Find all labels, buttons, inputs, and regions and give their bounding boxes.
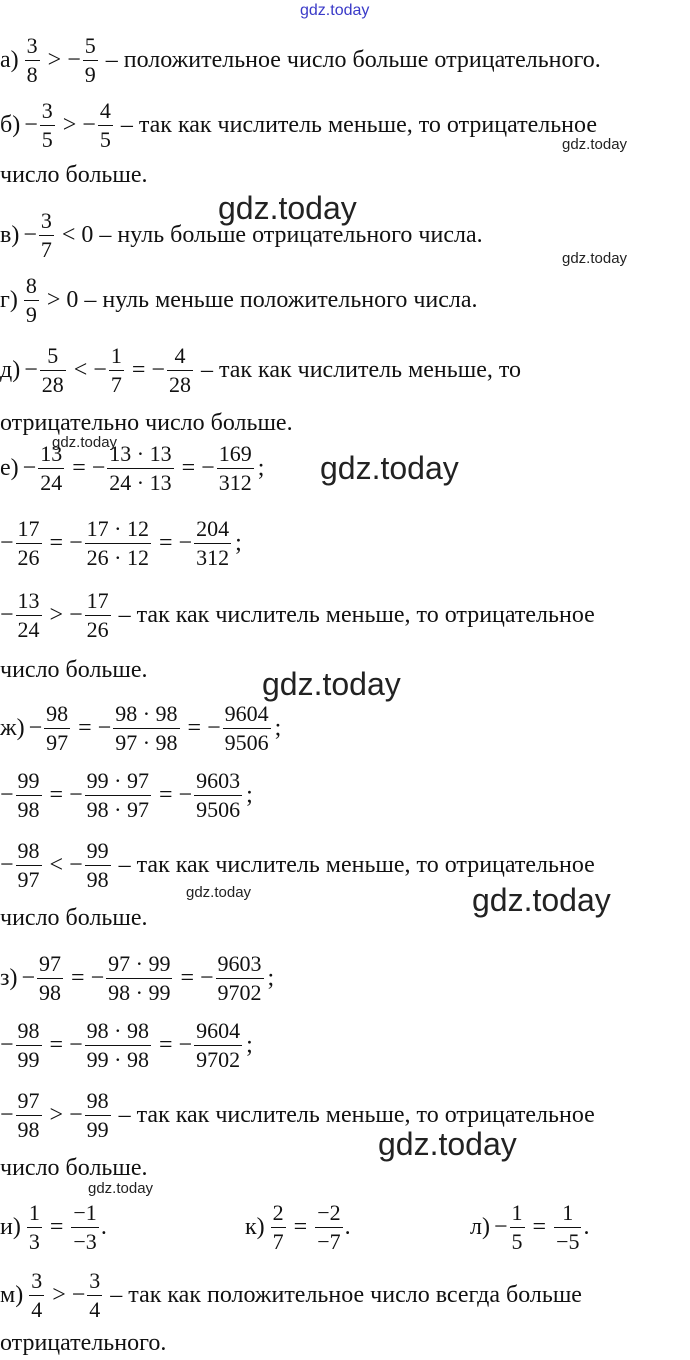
- punctuation: .: [344, 1213, 351, 1240]
- value: 0: [81, 221, 94, 248]
- operator: >: [49, 1101, 64, 1128]
- explanation-text: так как положительное число всегда больше: [128, 1281, 582, 1308]
- fraction: $\frac{17}{26}$: [86, 587, 109, 642]
- fraction: $\frac{97 \cdot 99}{98 \cdot 99}$: [108, 950, 171, 1005]
- explanation-text: нуль меньше положительного числа.: [102, 286, 478, 313]
- fraction: $\frac{98 \cdot 98}{97 \cdot 98}$: [115, 700, 178, 755]
- item-label: а): [0, 46, 19, 73]
- dash: –: [105, 46, 118, 73]
- fraction: $\frac{2}{7}$: [272, 1199, 284, 1254]
- sign: −: [91, 454, 106, 481]
- sign: −: [0, 1031, 14, 1058]
- dash: –: [118, 851, 131, 878]
- sign: −: [69, 529, 83, 556]
- continuation-text: число больше.: [0, 905, 148, 931]
- fraction: $\frac{-1}{-3}$: [73, 1199, 97, 1254]
- explanation-text: нуль больше отрицательного числа.: [117, 221, 483, 248]
- item-z-row2: [0, 1010, 253, 1080]
- item-e-row1: [0, 433, 264, 503]
- item-z-row1: [0, 943, 274, 1013]
- operator: =: [158, 781, 173, 808]
- operator: =: [49, 1213, 64, 1240]
- explanation-text: так как числитель меньше, то отрицательное: [138, 111, 597, 138]
- dash: –: [200, 356, 213, 383]
- fraction: $\frac{1}{-5}$: [556, 1199, 580, 1254]
- explanation-text: так как числитель меньше, то отрицательное: [136, 851, 595, 878]
- item-label: к): [245, 1213, 265, 1240]
- item-g: [0, 265, 478, 335]
- sign: −: [24, 356, 38, 383]
- sign: −: [71, 1281, 86, 1308]
- operator: =: [187, 714, 202, 741]
- sign: −: [178, 529, 193, 556]
- operator: <: [73, 356, 88, 383]
- item-m: [0, 1260, 582, 1330]
- sign: −: [178, 781, 193, 808]
- fraction: $\frac{3}{5}$: [41, 97, 53, 152]
- fraction: $\frac{3}{4}$: [31, 1267, 43, 1322]
- sign: −: [200, 964, 214, 991]
- punctuation: ;: [267, 964, 275, 991]
- fraction: $\frac{13}{24}$: [40, 440, 63, 495]
- operator: =: [181, 454, 196, 481]
- fraction: $\frac{99}{98}$: [86, 837, 109, 892]
- item-label: е): [0, 454, 19, 481]
- item-zh-row3: [0, 830, 595, 900]
- continuation-text: отрицательного.: [0, 1330, 167, 1356]
- sign: −: [69, 1031, 83, 1058]
- item-label: ж): [0, 714, 25, 741]
- fraction: $\frac{97}{98}$: [17, 1087, 40, 1142]
- item-l: [470, 1192, 589, 1262]
- continuation-text: число больше.: [0, 1155, 148, 1181]
- sign: −: [67, 46, 81, 73]
- item-label: л): [470, 1213, 490, 1240]
- fraction: $\frac{17}{26}$: [17, 515, 40, 570]
- fraction: $\frac{98}{99}$: [86, 1087, 109, 1142]
- fraction: $\frac{13}{24}$: [17, 587, 40, 642]
- item-e-row2: [0, 508, 242, 578]
- fraction: $\frac{98}{97}$: [17, 837, 40, 892]
- explanation-text: положительное число больше отрицательного.: [123, 46, 601, 73]
- item-label: и): [0, 1213, 21, 1240]
- item-label: в): [0, 221, 20, 248]
- punctuation: ;: [246, 781, 253, 808]
- watermark: gdz.today: [88, 1180, 154, 1197]
- operator: =: [131, 356, 146, 383]
- fraction: $\frac{5}{28}$: [41, 342, 64, 397]
- continuation-text: отрицательно число больше.: [0, 410, 293, 436]
- punctuation: ;: [246, 1031, 253, 1058]
- sign: −: [0, 1101, 14, 1128]
- explanation-text: так как числитель меньше, то отрицательное: [136, 1101, 595, 1128]
- sign: −: [151, 356, 165, 383]
- operator: =: [158, 529, 173, 556]
- watermark: gdz.today: [262, 666, 401, 702]
- fraction: $\frac{3}{8}$: [26, 32, 38, 87]
- sign: −: [178, 1031, 193, 1058]
- watermark: gdz.today: [562, 136, 628, 153]
- punctuation: ;: [274, 714, 282, 741]
- sign: −: [69, 851, 83, 878]
- item-v: [0, 200, 483, 270]
- operator: >: [49, 601, 64, 628]
- operator: =: [49, 781, 64, 808]
- sign: −: [82, 111, 96, 138]
- sign: −: [207, 714, 221, 741]
- fraction: $\frac{13 \cdot 13}{24 \cdot 13}$: [109, 440, 172, 495]
- dash: –: [84, 286, 97, 313]
- dash: –: [99, 221, 112, 248]
- watermark: gdz.today: [378, 1126, 517, 1162]
- operator: =: [180, 964, 194, 991]
- fraction: $\frac{17 \cdot 12}{26 \cdot 12}$: [86, 515, 149, 570]
- fraction: $\frac{3}{4}$: [89, 1267, 101, 1322]
- operator: <: [61, 221, 76, 248]
- fraction: $\frac{4}{28}$: [168, 342, 191, 397]
- fraction: $\frac{5}{9}$: [84, 32, 96, 87]
- watermark: gdz.today: [562, 250, 628, 267]
- fraction: $\frac{1}{7}$: [110, 342, 122, 397]
- fraction: $\frac{9603}{9506}$: [196, 767, 241, 822]
- operator: =: [78, 714, 92, 741]
- operator: >: [46, 286, 61, 313]
- item-label: м): [0, 1281, 24, 1308]
- item-label: з): [0, 964, 18, 991]
- fraction: $\frac{98}{97}$: [46, 700, 69, 755]
- watermark: gdz.today: [218, 190, 357, 226]
- dash: –: [120, 111, 133, 138]
- fraction: $\frac{9604}{9702}$: [196, 1017, 241, 1072]
- item-e-row3: [0, 580, 595, 650]
- fraction: $\frac{1}{5}$: [511, 1199, 523, 1254]
- fraction: $\frac{169}{312}$: [218, 440, 252, 495]
- sign: −: [93, 356, 107, 383]
- fraction: $\frac{97}{98}$: [39, 950, 62, 1005]
- item-a: [0, 25, 601, 95]
- item-d: [0, 335, 521, 405]
- operator: =: [72, 454, 86, 481]
- dash: –: [118, 1101, 131, 1128]
- fraction: $\frac{99}{98}$: [17, 767, 40, 822]
- continuation-text: число больше.: [0, 162, 148, 188]
- explanation-text: так как числитель меньше, то отрицательное: [136, 601, 595, 628]
- fraction: $\frac{4}{5}$: [99, 97, 111, 152]
- sign: −: [23, 221, 37, 248]
- fraction: $\frac{98}{99}$: [17, 1017, 40, 1072]
- operator: =: [49, 1031, 64, 1058]
- dash: –: [110, 1281, 123, 1308]
- item-zh-row1: [0, 693, 281, 763]
- dash: –: [118, 601, 131, 628]
- operator: =: [49, 529, 64, 556]
- operator: >: [47, 46, 62, 73]
- fraction: $\frac{1}{3}$: [28, 1199, 40, 1254]
- punctuation: ;: [257, 454, 265, 481]
- sign: −: [0, 529, 14, 556]
- sign: −: [22, 454, 37, 481]
- value: 0: [66, 286, 79, 313]
- operator: >: [62, 111, 77, 138]
- sign: −: [0, 781, 14, 808]
- sign: −: [97, 714, 112, 741]
- item-zh-row2: [0, 760, 253, 830]
- item-label: г): [0, 286, 18, 313]
- punctuation: .: [583, 1213, 590, 1240]
- fraction: $\frac{8}{9}$: [25, 272, 37, 327]
- fraction: $\frac{9603}{9702}$: [217, 950, 262, 1005]
- fraction: $\frac{9604}{9506}$: [224, 700, 269, 755]
- operator: =: [293, 1213, 308, 1240]
- fraction: $\frac{3}{7}$: [40, 207, 52, 262]
- punctuation: .: [100, 1213, 107, 1240]
- sign: −: [24, 111, 38, 138]
- sign: −: [69, 601, 83, 628]
- sign: −: [69, 1101, 83, 1128]
- fraction: $\frac{98 \cdot 98}{99 \cdot 98}$: [86, 1017, 149, 1072]
- operator: >: [52, 1281, 66, 1308]
- watermark: gdz.today: [186, 884, 252, 901]
- sign: −: [28, 714, 43, 741]
- operator: =: [532, 1213, 547, 1240]
- sign: −: [493, 1213, 508, 1240]
- fraction: $\frac{204}{312}$: [196, 515, 230, 570]
- sign: −: [201, 454, 215, 481]
- item-label: д): [0, 356, 21, 383]
- operator: =: [71, 964, 85, 991]
- explanation-text: так как числитель меньше, то: [218, 356, 522, 383]
- operator: =: [158, 1031, 173, 1058]
- item-k: [245, 1192, 351, 1262]
- watermark: gdz.today: [472, 882, 611, 918]
- watermark: gdz.today: [320, 450, 459, 486]
- punctuation: ;: [235, 529, 242, 556]
- item-b: [0, 90, 597, 160]
- fraction: $\frac{-2}{-7}$: [317, 1199, 341, 1254]
- item-i: [0, 1192, 107, 1262]
- watermark-top: gdz.today: [300, 2, 370, 19]
- fraction: $\frac{99 \cdot 97}{98 \cdot 97}$: [86, 767, 149, 822]
- item-z-row3: [0, 1080, 595, 1150]
- sign: −: [69, 781, 83, 808]
- sign: −: [90, 964, 105, 991]
- continuation-text: число больше.: [0, 657, 148, 683]
- item-label: б): [0, 111, 21, 138]
- sign: −: [0, 601, 14, 628]
- sign: −: [0, 851, 14, 878]
- operator: <: [49, 851, 64, 878]
- watermark: gdz.today: [52, 434, 118, 451]
- sign: −: [21, 964, 36, 991]
